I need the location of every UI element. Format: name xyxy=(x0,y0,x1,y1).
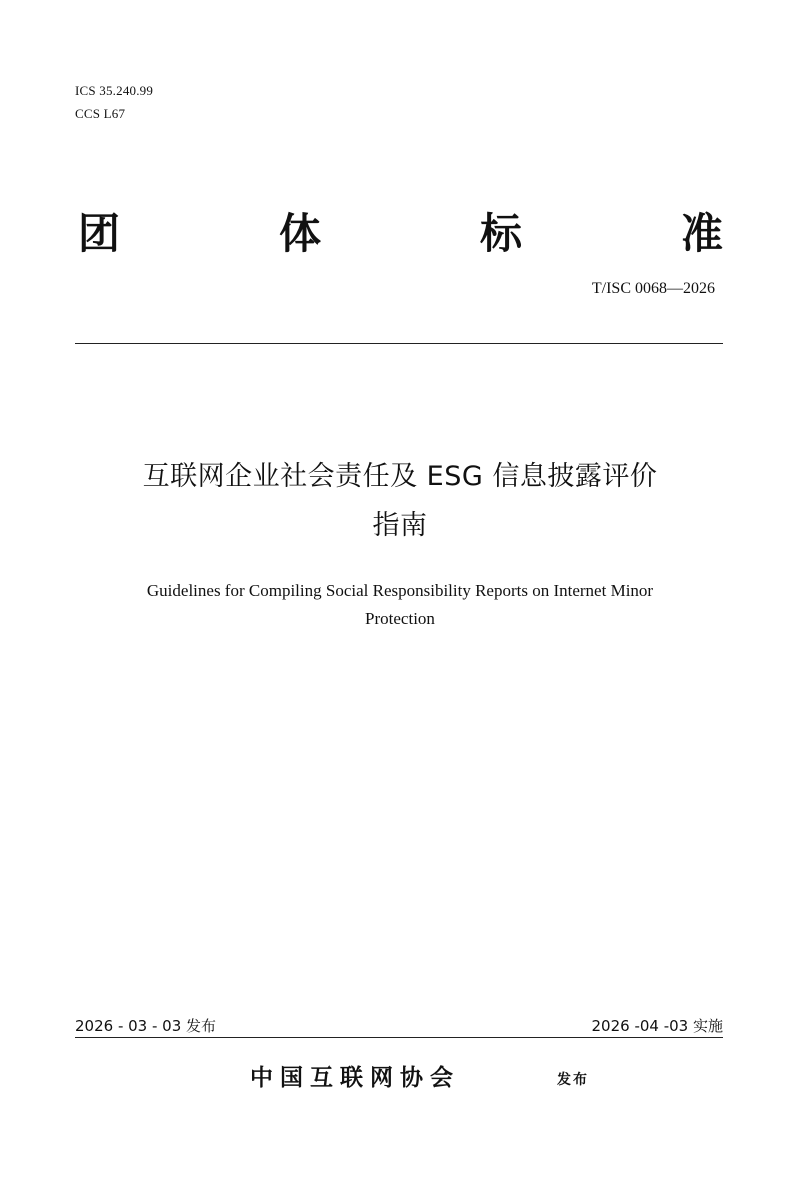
top-divider xyxy=(75,343,723,344)
ccs-code: CCS L67 xyxy=(75,106,126,121)
standard-type-char: 体 xyxy=(278,209,321,258)
standard-type-char: 准 xyxy=(680,209,723,258)
standard-type-heading xyxy=(78,206,723,262)
standard-type-char: 团 xyxy=(78,209,121,258)
title-chinese-line-2: 指南 xyxy=(372,510,428,541)
title-english-line-1: Guidelines for Compiling Social Responsibility Reports on Internet Minor xyxy=(146,581,654,600)
publish-label: 发布 xyxy=(557,1072,589,1088)
title-english-line-2: Protection xyxy=(365,609,435,628)
effective-date: 2026 -04 -03 实施 xyxy=(591,1017,723,1035)
title-chinese-line-1: 互联网企业社会责任及 ESG 信息披露评价 xyxy=(142,461,658,492)
publisher-name: 中国互联网协会 xyxy=(250,1065,460,1091)
standard-type-char: 标 xyxy=(479,209,522,258)
issue-date: 2026 - 03 - 03 发布 xyxy=(75,1017,217,1035)
standard-number: T/ISC 0068—2026 xyxy=(591,280,715,297)
bottom-divider xyxy=(75,1037,723,1038)
ics-code: ICS 35.240.99 xyxy=(75,83,154,98)
